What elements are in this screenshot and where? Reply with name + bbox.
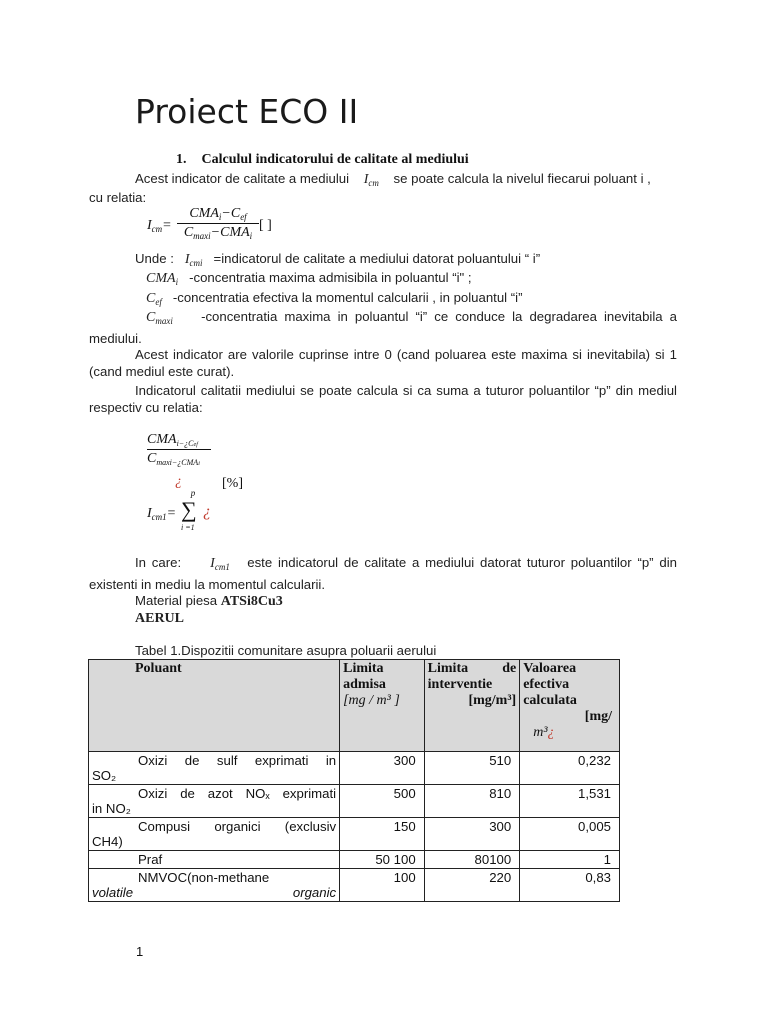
table-row: Oxizi de sulf exprimati in SO₂ 300 510 0,232: [89, 752, 620, 785]
table-row: Praf 50 100 80100 1: [89, 851, 620, 869]
intro-text-b: se poate calcula la nivelul fiecarui poluant i ,: [393, 171, 651, 186]
formula1-brackets: [ ]: [259, 218, 272, 233]
section-heading: [176, 152, 469, 168]
definition-3: $C_{ef}$ -concentratia efectiva la momentul calcularii , in poluantul “i”: [146, 290, 523, 307]
header-limita-admisa: Limita admisa [mg / m³ ]: [340, 660, 425, 752]
section-number: 1.: [176, 152, 187, 167]
sum-paragraph: Indicatorul calitatii mediului se poate calcula si ca suma a tuturor poluantilor “p” din mediul respectiv cu relatia:: [89, 383, 677, 415]
intro-text-a: Acest indicator de calitate a mediului: [135, 171, 350, 186]
table-row: Oxizi de azot NOₓ exprimati in NO₂ 500 810 1,531: [89, 785, 620, 818]
formula2-glyph2: ¿: [203, 503, 211, 520]
formula2-fraction: $CMA_{i-¿Cef}$ $C_{maxi-¿CMAi}$: [147, 432, 211, 467]
formula1-fraction: $CMA_i-C_{ef}$ $C_{maxi}-CMA_i$: [177, 206, 259, 241]
air-heading: AERUL: [135, 611, 185, 626]
definition-2: $CMA_i$ -concentratia maxima admisibila in poluantul “i" ;: [146, 270, 472, 287]
definition-4: $C_{maxi}$ -concentratia maxima in poluantul “i” ce conduce la degradarea inevitabila a mediului.: [89, 309, 677, 346]
formula2-sigma-top: p: [190, 488, 196, 498]
formula2-glyph: ¿: [175, 474, 182, 489]
formula2-sigma-bottom: i =1: [181, 523, 195, 532]
intro-symbol: $I_{cm}$: [363, 172, 379, 188]
table-row: NMVOC(non-methane volatile organic 100 220 0,83: [89, 869, 620, 902]
page-number: 1: [136, 944, 144, 959]
definition-1: Unde : $I_{cmi}$ =indicatorul de calitate a mediului datorat poluantului “ i”: [135, 251, 541, 268]
values-paragraph: Acest indicator are valorile cuprinse intre 0 (cand poluarea este maxima si inevitabila) si 1 (cand mediul este curat).: [89, 347, 677, 379]
intro-line2: cu relatia:: [89, 190, 147, 205]
formula2-percent: [%]: [222, 476, 243, 491]
header-poluant: Poluant: [89, 660, 340, 752]
table-row: Compusi organici (exclusiv CH4) 150 300 0,005: [89, 818, 620, 851]
section-heading-text: Calculul indicatorului de calitate al mediului: [201, 152, 469, 167]
formula1-lhs: $I_{cm}=$: [147, 218, 172, 234]
formula2-sigma: ∑: [181, 497, 197, 522]
material-line: Material piesa ATSi8Cu3: [135, 593, 283, 609]
table-caption: Tabel 1.Dispozitii comunitare asupra poluarii aerului: [135, 643, 437, 658]
pollution-table: [88, 659, 620, 902]
header-limita-interventie: Limita de interventie [mg/m³]: [424, 660, 520, 752]
header-valoarea: Valoarea efectiva calculata [mg/ m³¿: [520, 660, 620, 752]
formula2-lhs: $I_{cm1}=$: [147, 506, 177, 522]
in-care-paragraph: In care: $I_{cm1}$ este indicatorul de calitate a mediului datorat tuturor poluantilor “p” din existenti in mediu la momentul calcularii.: [89, 555, 677, 592]
page-title: Proiect ECO II: [135, 92, 359, 131]
